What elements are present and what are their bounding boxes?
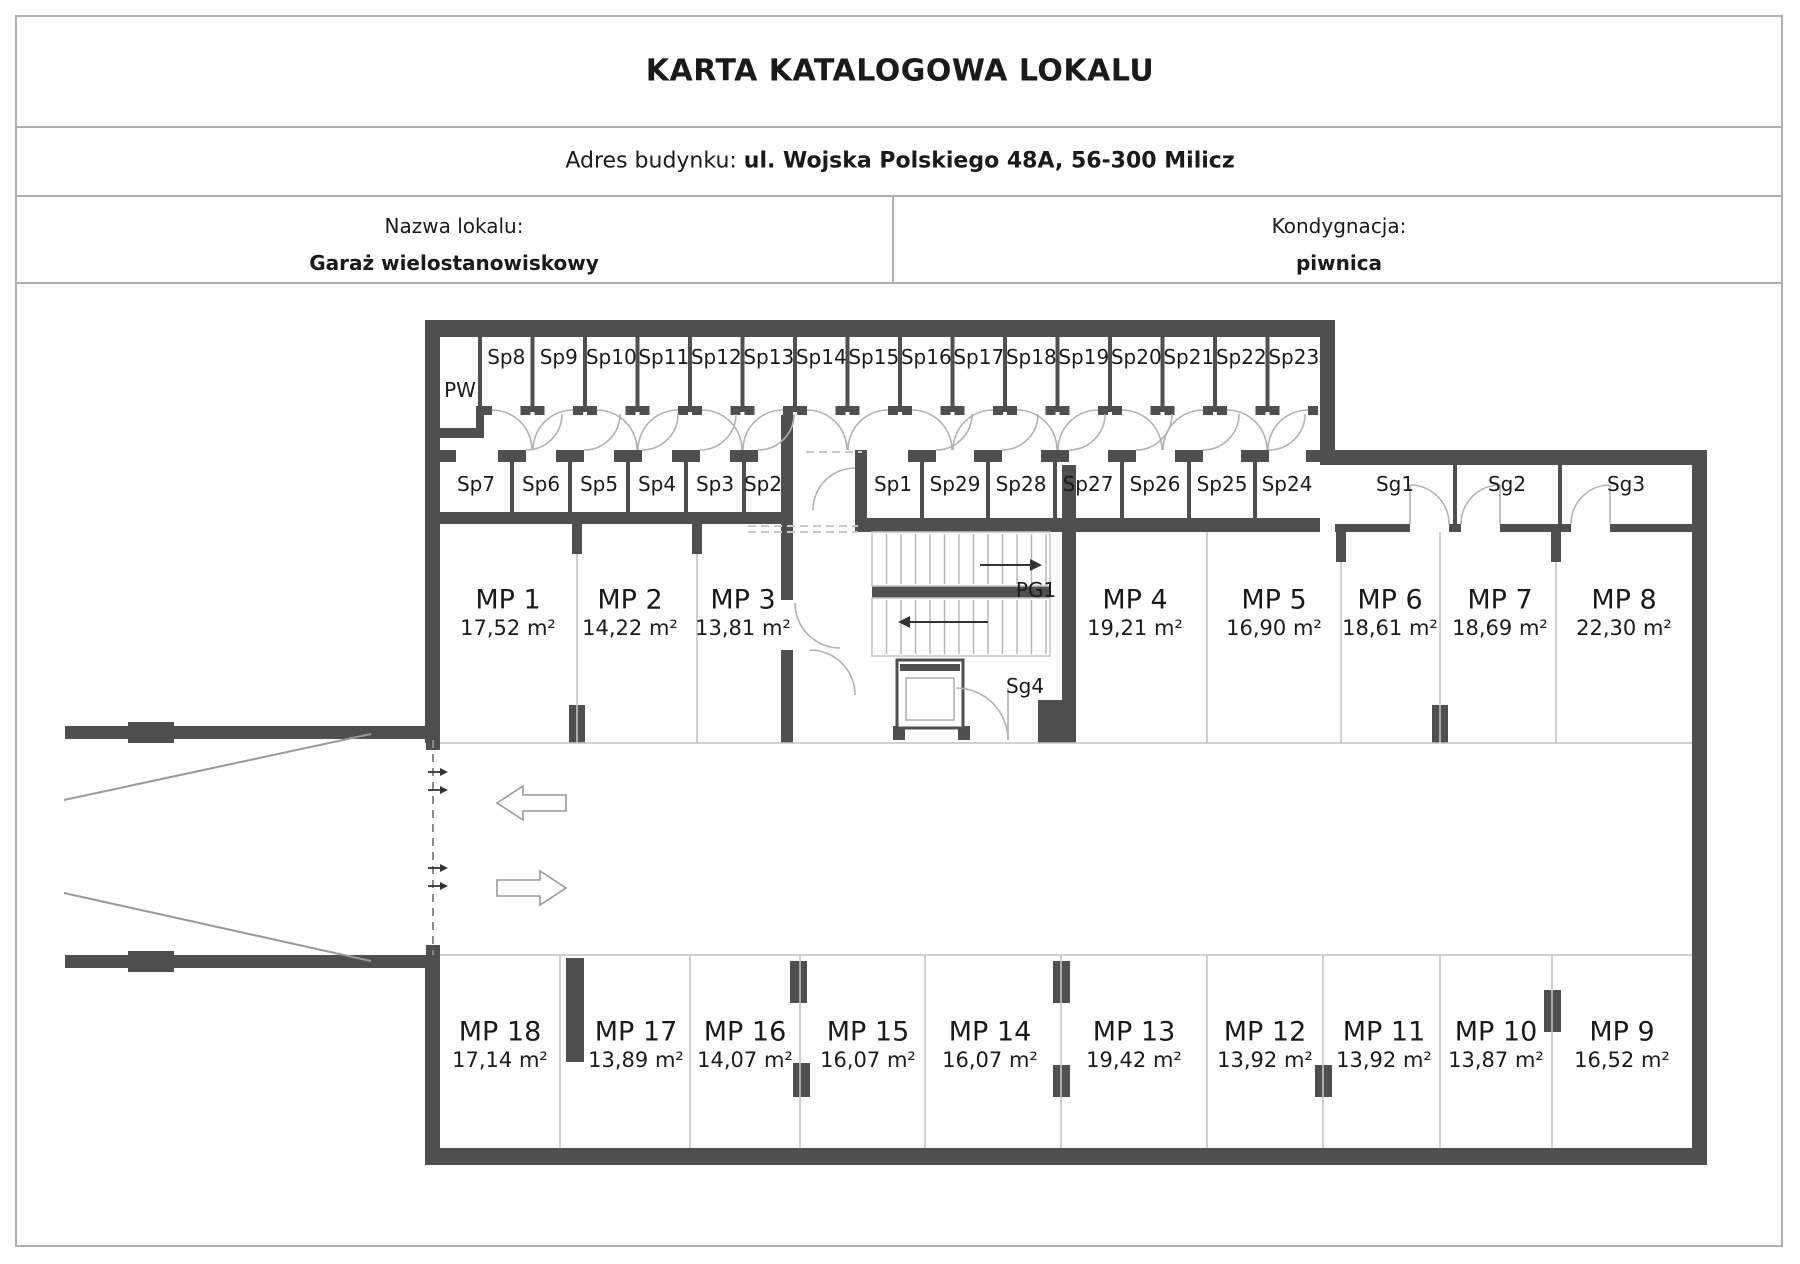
storey-value: piwnica: [1295, 251, 1383, 275]
parking-space-label-mp-2: MP 2: [597, 584, 663, 616]
parking-space-area-mp-8: 22,30 m²: [1576, 616, 1672, 640]
parking-space-area-mp-11: 13,92 m²: [1336, 1048, 1432, 1072]
parking-space-area-mp-14: 16,07 m²: [942, 1048, 1038, 1072]
parking-space-label-mp-8: MP 8: [1591, 584, 1657, 616]
parking-space-area-mp-9: 16,52 m²: [1574, 1048, 1670, 1072]
parking-space-label-mp-1: MP 1: [475, 584, 541, 616]
unit-name-label: Nazwa lokalu:: [384, 214, 524, 238]
parking-space-area-mp-4: 19,21 m²: [1087, 616, 1183, 640]
storage-label-sp11: Sp11: [638, 345, 690, 369]
storage-label-sp20: Sp20: [1110, 345, 1162, 369]
storage-label-sp28: Sp28: [995, 472, 1047, 496]
page-title: KARTA KATALOGOWA LOKALU: [645, 53, 1155, 89]
parking-space-label-mp-18: MP 18: [458, 1016, 542, 1048]
storey-label: Kondygnacja:: [1271, 214, 1407, 238]
parking-space-area-mp-10: 13,87 m²: [1448, 1048, 1544, 1072]
storage-label-sp5: Sp5: [579, 472, 619, 496]
elevator-room-label-sg4: Sg4: [1005, 674, 1045, 698]
garage-label-sg1: Sg1: [1375, 472, 1415, 496]
parking-space-label-mp-7: MP 7: [1467, 584, 1533, 616]
storage-label-sp15: Sp15: [848, 345, 900, 369]
storage-label-sp19: Sp19: [1058, 345, 1110, 369]
parking-space-label-mp-4: MP 4: [1102, 584, 1168, 616]
parking-space-area-mp-1: 17,52 m²: [460, 616, 556, 640]
parking-space-area-mp-6: 18,61 m²: [1342, 616, 1438, 640]
storage-label-sp24: Sp24: [1261, 472, 1313, 496]
storage-label-sp26: Sp26: [1129, 472, 1181, 496]
storage-label-sp18: Sp18: [1005, 345, 1057, 369]
parking-space-area-mp-2: 14,22 m²: [582, 616, 678, 640]
storage-label-sp14: Sp14: [795, 345, 847, 369]
storage-label-sp12: Sp12: [690, 345, 742, 369]
storage-label-sp16: Sp16: [900, 345, 952, 369]
storage-label-sp22: Sp22: [1215, 345, 1267, 369]
parking-space-area-mp-3: 13,81 m²: [695, 616, 791, 640]
parking-space-label-mp-6: MP 6: [1357, 584, 1423, 616]
storage-label-sp27: Sp27: [1062, 472, 1114, 496]
parking-space-area-mp-15: 16,07 m²: [820, 1048, 916, 1072]
entry-room-label-pw: PW: [444, 378, 476, 402]
storage-label-sp8: Sp8: [487, 345, 526, 369]
parking-space-area-mp-7: 18,69 m²: [1452, 616, 1548, 640]
storage-label-sp2: Sp2: [743, 472, 783, 496]
storage-label-sp29: Sp29: [929, 472, 981, 496]
parking-space-label-mp-16: MP 16: [703, 1016, 787, 1048]
garage-label-sg2: Sg2: [1487, 472, 1527, 496]
parking-space-area-mp-12: 13,92 m²: [1217, 1048, 1313, 1072]
storage-label-sp9: Sp9: [539, 345, 578, 369]
parking-space-area-mp-18: 17,14 m²: [452, 1048, 548, 1072]
storage-label-sp25: Sp25: [1196, 472, 1248, 496]
storage-label-sp1: Sp1: [873, 472, 913, 496]
parking-space-label-mp-13: MP 13: [1092, 1016, 1176, 1048]
parking-space-label-mp-14: MP 14: [948, 1016, 1032, 1048]
storage-label-sp3: Sp3: [695, 472, 735, 496]
parking-space-label-mp-3: MP 3: [710, 584, 776, 616]
storage-label-sp17: Sp17: [953, 345, 1005, 369]
address-value: ul. Wojska Polskiego 48A, 56-300 Milicz: [743, 148, 1235, 174]
storage-label-sp23: Sp23: [1268, 345, 1320, 369]
parking-space-label-mp-11: MP 11: [1342, 1016, 1426, 1048]
parking-space-area-mp-17: 13,89 m²: [588, 1048, 684, 1072]
storage-label-sp6: Sp6: [521, 472, 561, 496]
address-label: Adres budynku:: [565, 148, 737, 174]
parking-space-area-mp-16: 14,07 m²: [697, 1048, 793, 1072]
parking-space-area-mp-13: 19,42 m²: [1086, 1048, 1182, 1072]
unit-name-value: Garaż wielostanowiskowy: [309, 251, 599, 275]
storage-label-sp4: Sp4: [637, 472, 677, 496]
parking-space-label-mp-5: MP 5: [1241, 584, 1307, 616]
storage-label-sp13: Sp13: [743, 345, 795, 369]
parking-space-label-mp-15: MP 15: [826, 1016, 910, 1048]
parking-space-label-mp-9: MP 9: [1589, 1016, 1655, 1048]
parking-space-label-mp-17: MP 17: [594, 1016, 678, 1048]
storage-label-sp7: Sp7: [456, 472, 496, 496]
parking-space-label-mp-10: MP 10: [1454, 1016, 1538, 1048]
parking-space-label-mp-12: MP 12: [1223, 1016, 1307, 1048]
storage-label-sp10: Sp10: [585, 345, 637, 369]
staircase-label-pg1: PG1: [1015, 578, 1057, 602]
parking-space-area-mp-5: 16,90 m²: [1226, 616, 1322, 640]
storage-label-sp21: Sp21: [1163, 345, 1215, 369]
garage-label-sg3: Sg3: [1606, 472, 1646, 496]
